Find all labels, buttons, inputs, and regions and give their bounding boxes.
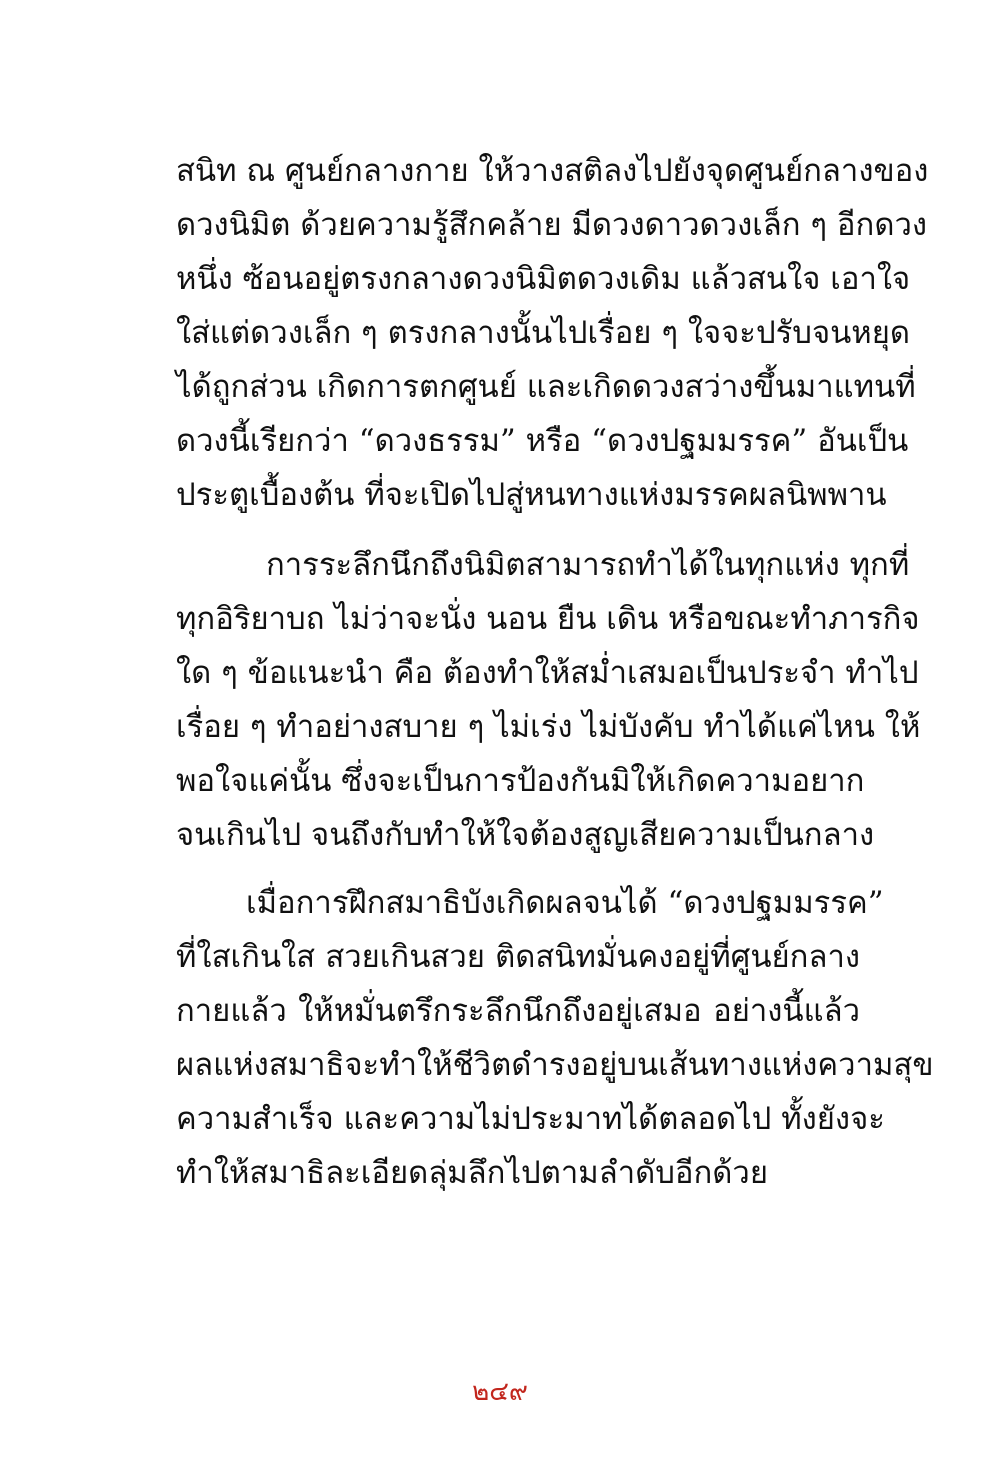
- text-line: จนเกินไป จนถึงกับทำให้ใจต้องสูญเสียความเป็นกลาง: [176, 817, 875, 853]
- text-line: เรื่อย ๆ ทำอย่างสบาย ๆ ไม่เร่ง ไม่บังคับ ทำได้แค่ไหน ให้: [176, 709, 921, 745]
- paragraph-3: [176, 876, 934, 1200]
- text-line: การระลึกนึกถึงนิมิตสามารถทำได้ในทุกแห่ง ทุกที่: [266, 547, 910, 583]
- text-line: หนึ่ง ซ้อนอยู่ตรงกลางดวงนิมิตดวงเดิม แล้วสนใจ เอาใจ: [176, 261, 911, 297]
- text-line: ความสำเร็จ และความไม่ประมาทได้ตลอดไป ทั้งยังจะ: [176, 1101, 885, 1137]
- text-line: ดวงนิมิต ด้วยความรู้สึกคล้าย มีดวงดาวดวงเล็ก ๆ อีกดวง: [176, 207, 927, 243]
- text-line: สนิท ณ ศูนย์กลางกาย ให้วางสติลงไปยังจุดศูนย์กลางของ: [176, 153, 929, 189]
- text-line: ที่ใสเกินใส สวยเกินสวย ติดสนิทมั่นคงอยู่ที่ศูนย์กลาง: [176, 939, 860, 975]
- text-line: ใด ๆ ข้อแนะนำ คือ ต้องทำให้สม่ำเสมอเป็นประจำ ทำไป: [176, 655, 919, 691]
- text-line: ดวงนี้เรียกว่า “ดวงธรรม” หรือ “ดวงปฐมมรรค” อันเป็น: [176, 423, 909, 459]
- text-line: พอใจแค่นั้น ซึ่งจะเป็นการป้องกันมิให้เกิดความอยาก: [176, 763, 865, 799]
- text-line: เมื่อการฝึกสมาธิบังเกิดผลจนได้ “ดวงปฐมมรรค”: [246, 885, 884, 921]
- text-line: ได้ถูกส่วน เกิดการตกศูนย์ และเกิดดวงสว่างขึ้นมาแทนที่: [176, 369, 916, 405]
- paragraph-1: [176, 144, 929, 522]
- text-line: ผลแห่งสมาธิจะทำให้ชีวิตดำรงอยู่บนเส้นทางแห่งความสุข: [176, 1047, 934, 1083]
- text-line: ใส่แต่ดวงเล็ก ๆ ตรงกลางนั้นไปเรื่อย ๆ ใจจะปรับจนหยุด: [176, 315, 911, 351]
- text-line: ทำให้สมาธิละเอียดลุ่มลึกไปตามลำดับอีกด้วย: [176, 1155, 768, 1191]
- page-number: ๒๔๙: [472, 1377, 528, 1407]
- paragraph-2: [176, 538, 921, 862]
- text-line: ประตูเบื้องต้น ที่จะเปิดไปสู่หนทางแห่งมรรคผลนิพพาน: [176, 477, 887, 513]
- text-line: กายแล้ว ให้หมั่นตรึกระลึกนึกถึงอยู่เสมอ อย่างนี้แล้ว: [176, 993, 860, 1029]
- text-line: ทุกอิริยาบถ ไม่ว่าจะนั่ง นอน ยืน เดิน หรือขณะทำภารกิจ: [176, 601, 920, 637]
